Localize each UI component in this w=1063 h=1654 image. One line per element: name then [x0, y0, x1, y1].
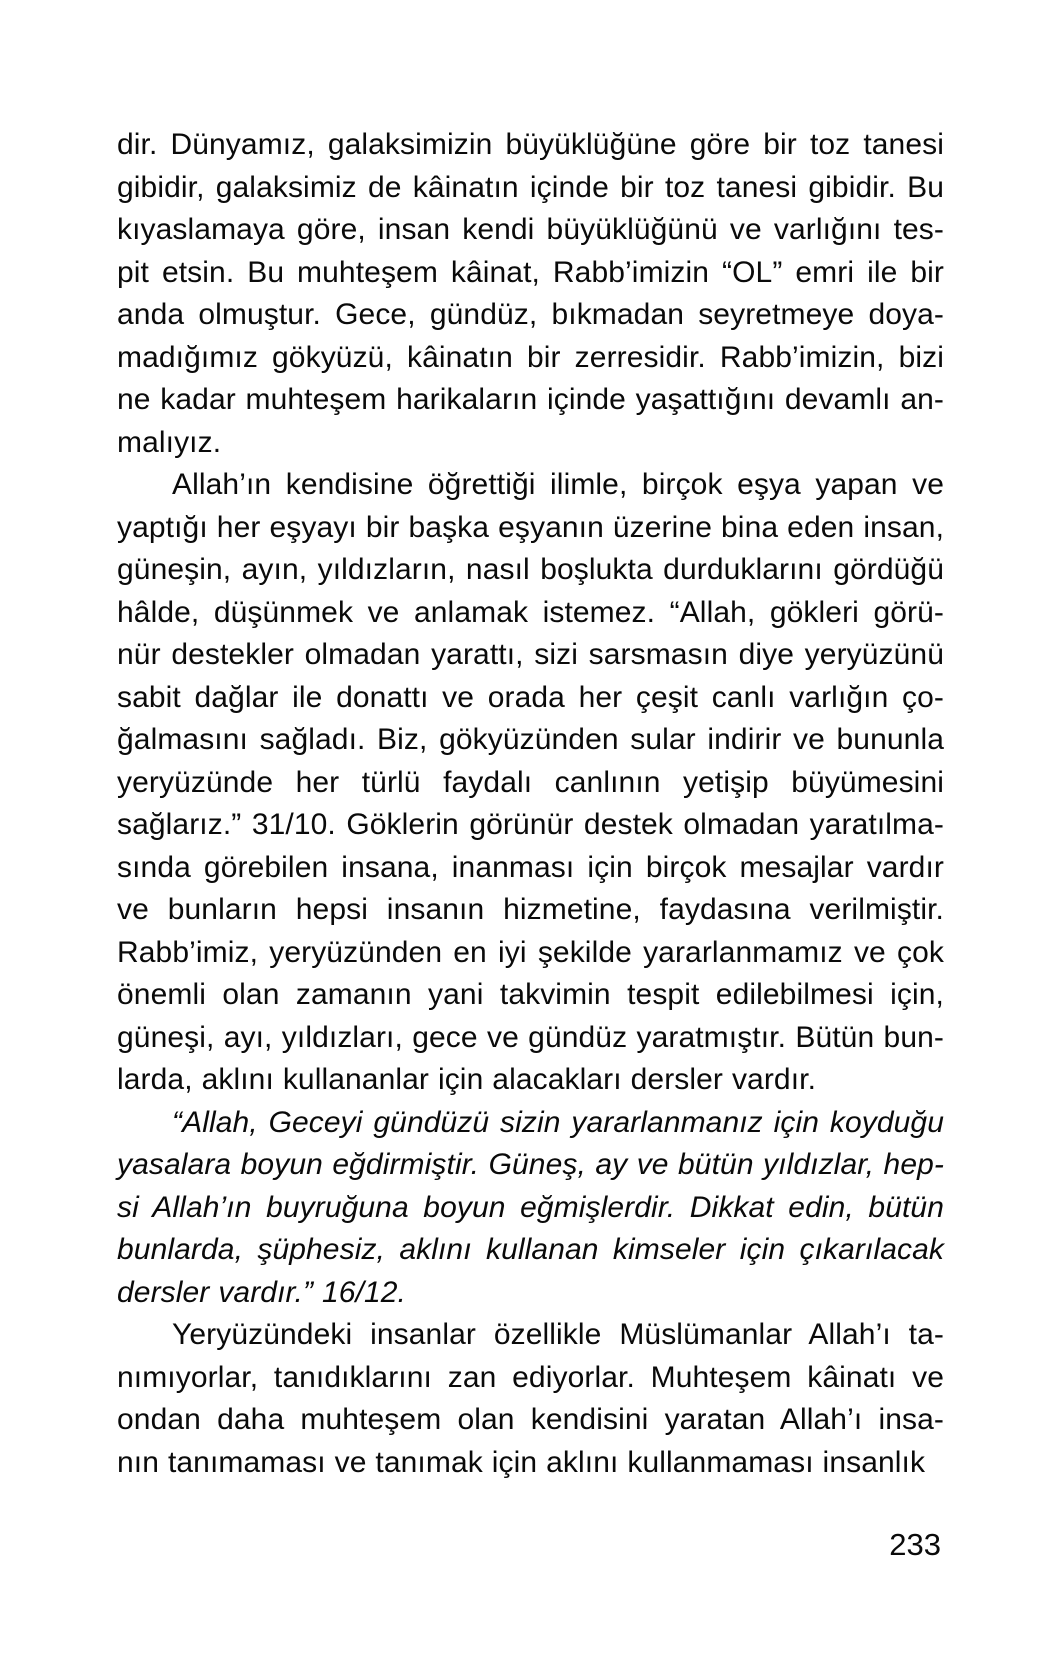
text-line: pit etsin. Bu muhteşem kâinat, Rabb’imizin “OL” emri ile bir: [117, 255, 944, 289]
text-line: “Allah, Geceyi gündüzü sizin yararlanmanız için koyduğu: [172, 1105, 944, 1139]
text-line: Allah’ın kendisine öğrettiği ilimle, birçok eşya yapan ve: [172, 468, 944, 501]
text-line: güneşi, ayı, yıldızları, gece ve gündüz yaratmıştır. Bütün bun-: [117, 1020, 944, 1054]
paragraph: [117, 464, 944, 1102]
text-line: sağlarız.” 31/10. Göklerin görünür destek olmadan yaratılma-: [117, 808, 944, 841]
text-line: sabit dağlar ile donattı ve orada her çeşit canlı varlığın ço-: [117, 680, 944, 714]
text-line: ğalmasını sağladı. Biz, gökyüzünden sular indirir ve bununla: [117, 723, 944, 756]
text-line: yasalara boyun eğdirmiştir. Güneş, ay ve bütün yıldızlar, hep-: [117, 1148, 944, 1181]
text-line: larda, aklını kullananlar için alacakları dersler vardır.: [117, 1063, 817, 1096]
text-line: önemli olan zamanın yani takvimin tespit edilebilmesi için,: [117, 978, 944, 1011]
paragraph: [117, 1102, 944, 1315]
text-line: malıyız.: [117, 425, 222, 459]
text-line: gibidir, galaksimiz de kâinatın içinde bir toz tanesi gibidir. Bu: [117, 170, 944, 204]
text-line: si Allah’ın buyruğuna boyun eğmişlerdir. Dikkat edin, bütün: [117, 1190, 944, 1224]
text-line: madığımız gökyüzü, kâinatın bir zerresidir. Rabb’imizin, bizi: [117, 340, 944, 374]
text-line: yaptığı her eşyayı bir başka eşyanın üzerine bina eden insan,: [117, 510, 944, 544]
page-number: 233: [889, 1527, 941, 1562]
text-line: ondan daha muhteşem olan kendisini yaratan Allah’ı insa-: [117, 1403, 944, 1436]
text-line: dir. Dünyamız, galaksimizin büyüklüğüne göre bir toz tanesi: [117, 128, 944, 161]
text-line: yeryüzünde her türlü faydalı canlının yetişip büyümesini: [117, 765, 944, 799]
text-line: ne kadar muhteşem harikaların içinde yaşattığını devamlı an-: [117, 383, 944, 416]
text-line: kıyaslamaya göre, insan kendi büyüklüğünü ve varlığını tes-: [117, 213, 944, 246]
text-line: bunlarda, şüphesiz, aklını kullanan kimseler için çıkarılacak: [117, 1233, 944, 1266]
text-line: Yeryüzündeki insanlar özellikle Müslümanlar Allah’ı ta-: [172, 1318, 944, 1351]
text-line: nımıyorlar, tanıdıklarını zan ediyorlar. Muhteşem kâinatı ve: [117, 1360, 944, 1394]
text-line: güneşin, ayın, yıldızların, nasıl boşlukta durduklarını gördüğü: [117, 553, 944, 586]
text-line: ve bunların hepsi insanın hizmetine, faydasına verilmiştir.: [117, 893, 944, 926]
text-line: nür destekler olmadan yarattı, sizi sarsmasın diye yeryüzünü: [117, 638, 944, 671]
text-line: hâlde, düşünmek ve anlamak istemez. “Allah, gökleri görü-: [117, 595, 944, 629]
paragraph: [117, 124, 944, 464]
text-line: Rabb’imiz, yeryüzünden en iyi şekilde yararlanmamız ve çok: [117, 935, 944, 969]
text-line: anda olmuştur. Gece, gündüz, bıkmadan seyretmeye doya-: [117, 298, 944, 331]
page-text-block: [117, 124, 944, 1484]
text-line: nın tanımaması ve tanımak için aklını kullanmaması insanlık: [117, 1445, 926, 1479]
text-line: dersler vardır.” 16/12.: [117, 1275, 406, 1309]
text-line: sında görebilen insana, inanması için birçok mesajlar vardır: [117, 850, 944, 884]
paragraph: [117, 1314, 944, 1484]
